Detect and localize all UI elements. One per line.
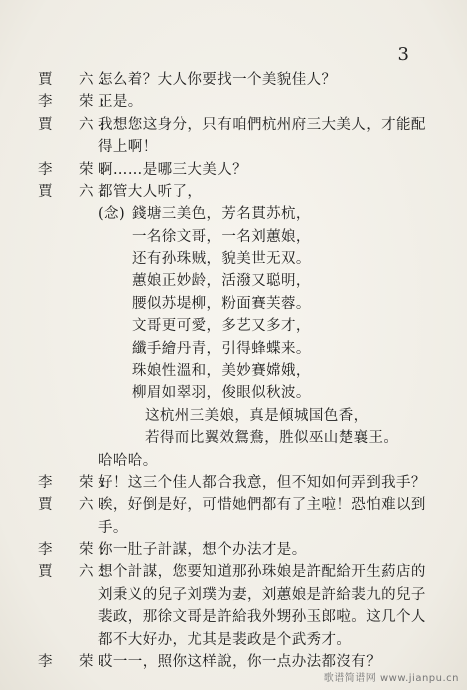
- speaker-label: 賈 六:: [38, 117, 111, 133]
- dialogue-text: 我想您这身分，只有咱們杭州府三大美人，才能配: [98, 117, 426, 133]
- dialogue-text: 你一肚子計謀，想个办法才是。: [98, 542, 307, 558]
- dialogue-text: 哎一一，照你这样說，你一点办法都沒有？: [98, 654, 382, 670]
- speaker-label: 李 荣:: [38, 542, 111, 558]
- dialogue-text: 都不大好办，尤其是裴政是个武秀才。: [98, 632, 352, 648]
- verse-text: 一名徐文哥，一名刘蕙娘，: [132, 229, 311, 245]
- speaker-label: 李 荣:: [38, 94, 111, 110]
- dialogue-text: 手。: [98, 520, 128, 536]
- verse-text: 蕙娘正妙龄，活潑又聪明，: [132, 273, 311, 289]
- speaker-label: 賈 六:: [38, 72, 111, 88]
- verse-text: 若得而比翼效鴛鴦，胜似巫山楚襄王。: [145, 430, 399, 446]
- dialogue-text: 裴政，那徐文哥是許給我外甥孙玉郎啦。这几个人: [98, 609, 426, 625]
- speaker-label: 賈 六:: [38, 184, 111, 200]
- verse-text: 文哥更可愛，多艺又多才，: [132, 318, 311, 334]
- dialogue-text: 好！这三个佳人都合我意，但不知如何弄到我手？: [98, 475, 426, 491]
- verse-text: 腰似苏堤柳，粉面賽芙蓉。: [132, 296, 311, 312]
- verse-text: 还有孙珠贼，貌美世无双。: [132, 251, 311, 267]
- speaker-label: 李 荣:: [38, 475, 111, 491]
- dialogue-text: 都管大人听了，: [98, 184, 203, 200]
- dialogue-text: 怎么着？大人你要找一个美貌佳人？: [98, 72, 337, 88]
- speaker-label: 賈 六:: [38, 497, 111, 513]
- dialogue-text: 得上啊！: [98, 139, 158, 155]
- verse-lead: (念): [98, 206, 126, 222]
- watermark: 歌谱简谱网 www.jianpu.cn: [323, 673, 459, 684]
- verse-text: 珠娘性溫和，美妙賽嫦娥，: [132, 363, 311, 379]
- verse-text: 錢塘三美色，芳名貫苏杭，: [132, 206, 311, 222]
- dialogue-text: 啊……是哪三大美人？: [98, 162, 247, 178]
- page-number: 3: [397, 44, 409, 65]
- verse-text: 这杭州三美娘，真是傾城国色香，: [145, 408, 369, 424]
- speaker-label: 賈 六:: [38, 564, 111, 580]
- dialogue-text: 刘秉义的兒子刘璞为妻，刘蕙娘是許給裴九的兒子: [98, 587, 426, 603]
- verse-text: 纖手繪丹青，引得蜂蝶来。: [132, 341, 311, 357]
- verse-after: 哈哈哈。: [98, 453, 158, 469]
- verse-text: 柳眉如翠羽，俊眼似秋波。: [132, 385, 311, 401]
- speaker-label: 李 荣:: [38, 162, 111, 178]
- speaker-label: 李 荣:: [38, 654, 111, 670]
- dialogue-text: 正是。: [98, 94, 143, 110]
- dialogue-text: 想个計謀，您要知道那孙珠娘是許配給开生葯店的: [98, 564, 426, 580]
- dialogue-text: 唉，好倒是好，可惜她們都有了主啦！恐怕难以到: [98, 497, 426, 513]
